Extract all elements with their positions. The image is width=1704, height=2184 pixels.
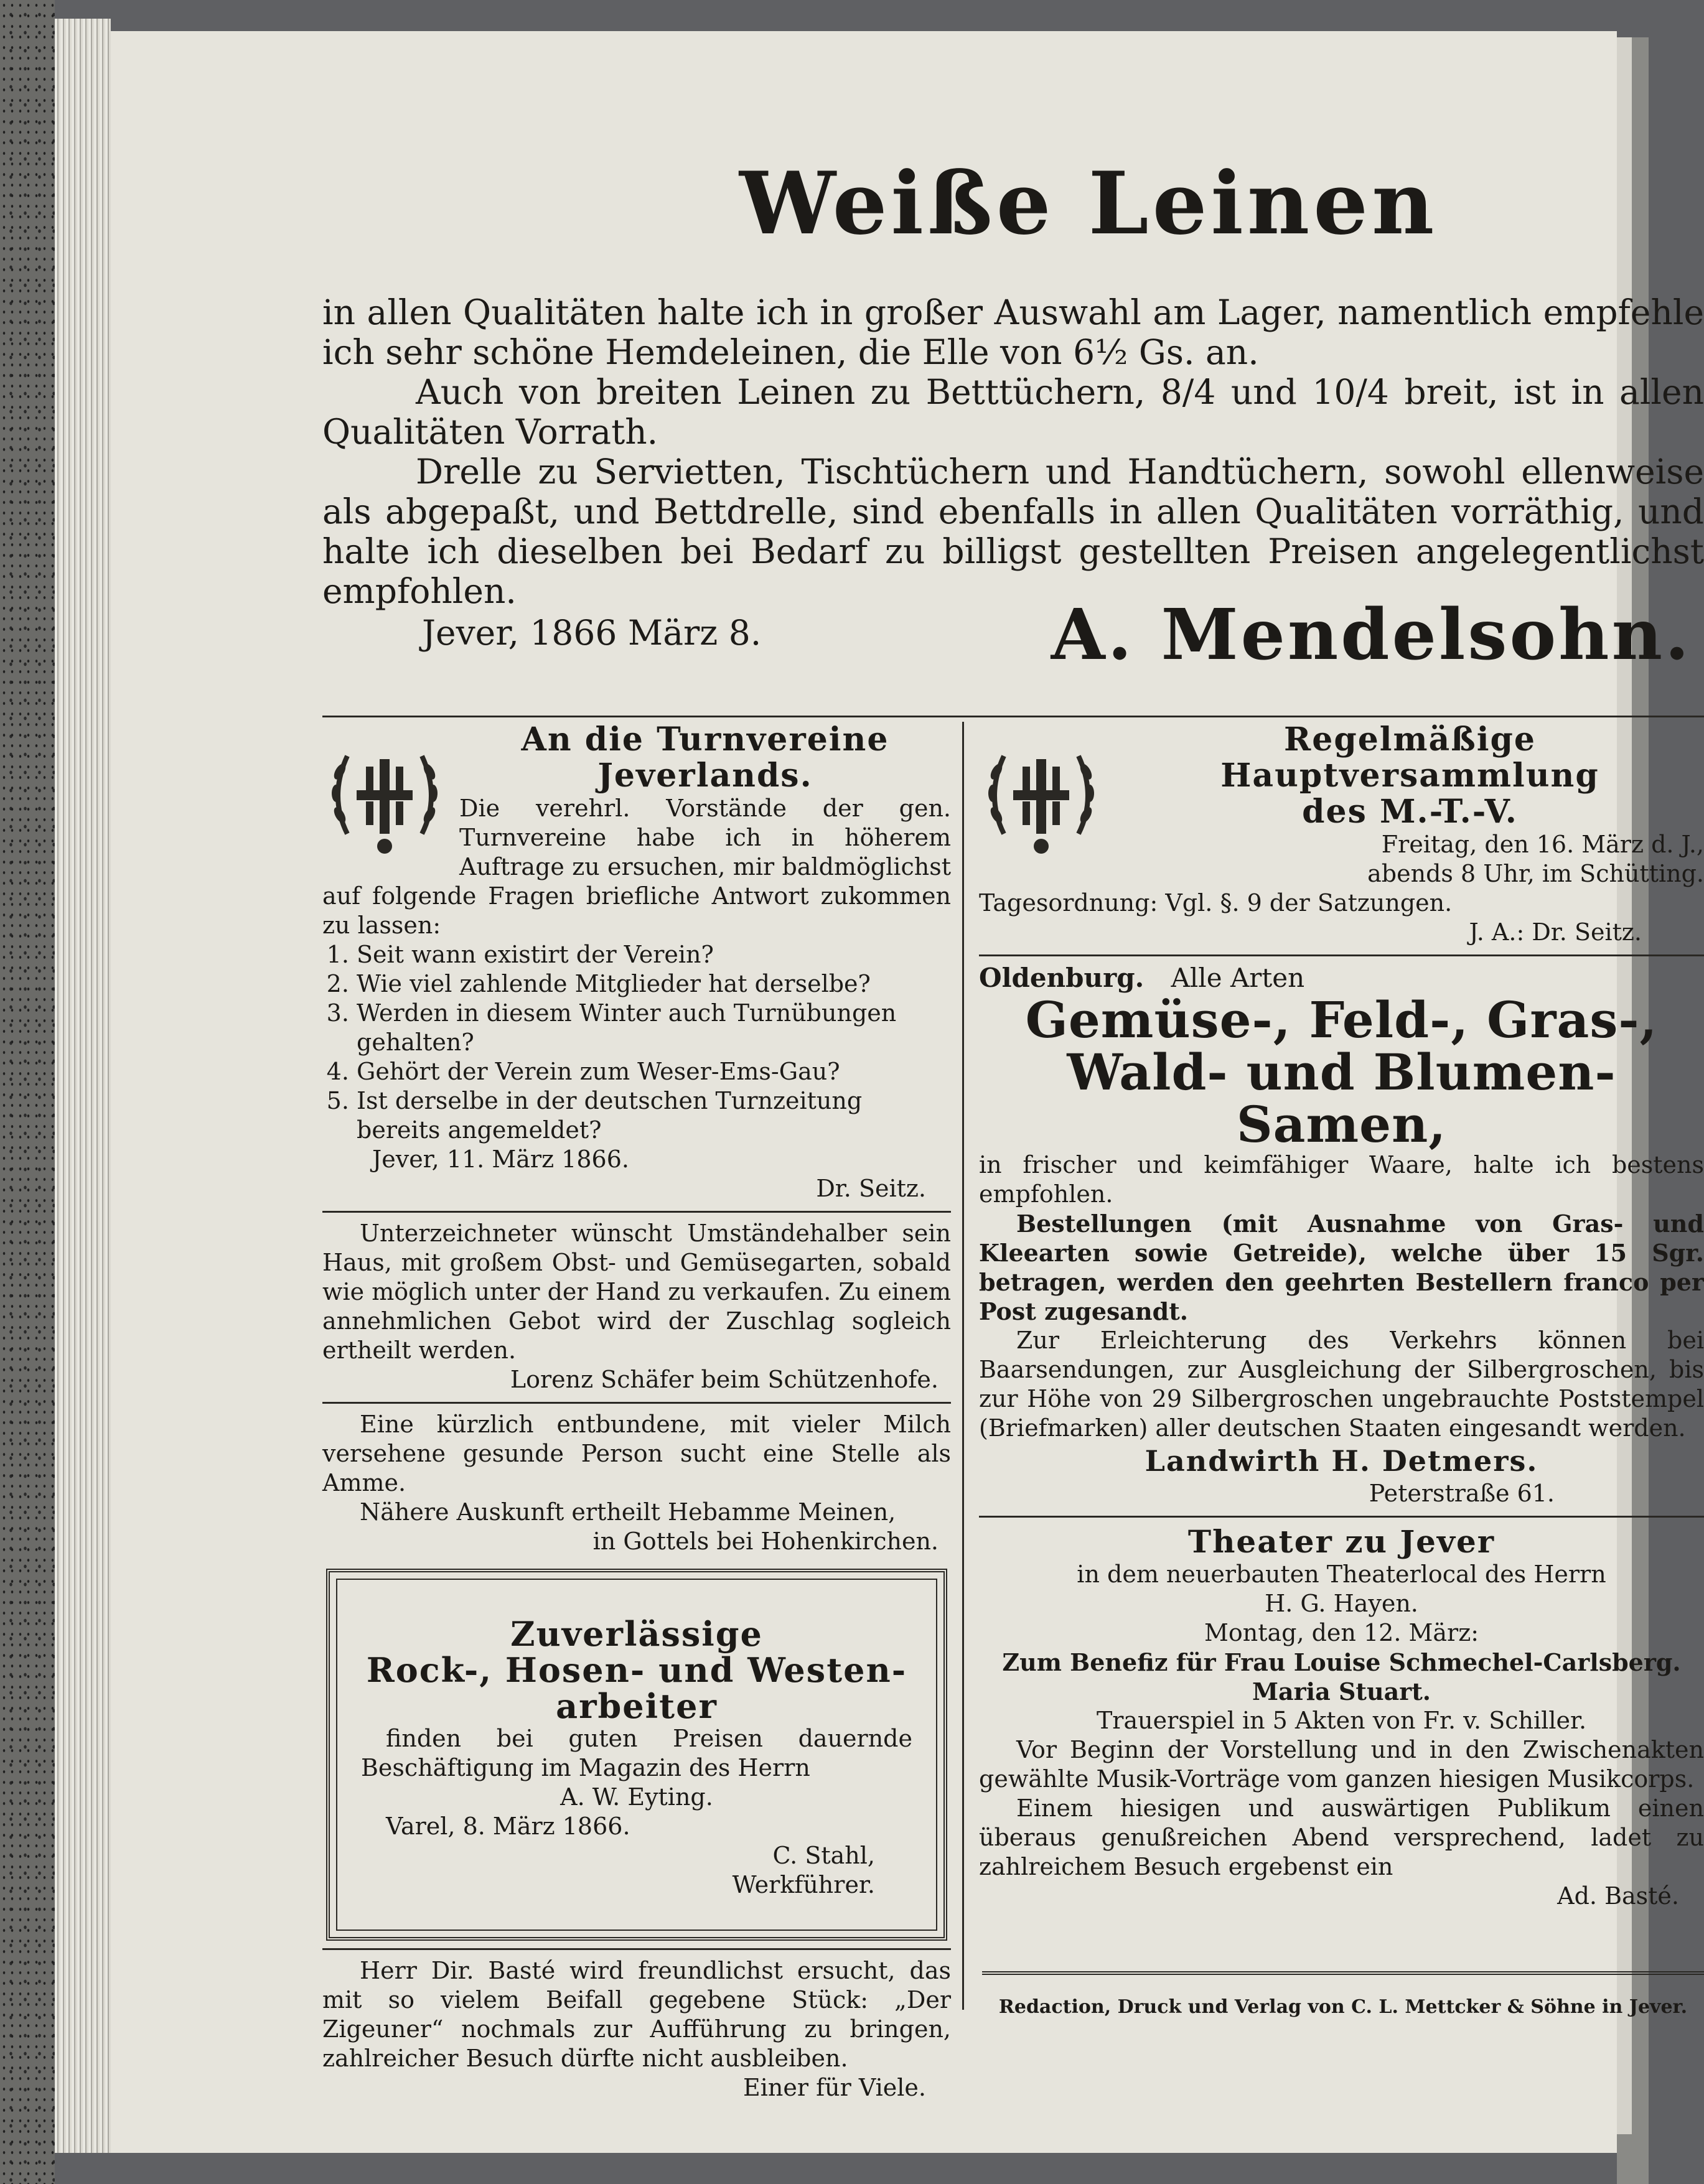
arbeiter-signature-2: Werkführer. (732, 1871, 875, 1898)
versammlung-heading-2: Hauptversammlung (1220, 757, 1599, 795)
colophon-rule (982, 1971, 1704, 1975)
samen-heading-1: Gemüse-, Feld-, Gras-, (1025, 991, 1658, 1049)
amme-info-1: Nähere Auskunft ertheilt Hebamme Meinen, (360, 1498, 896, 1526)
question-item: 4. Gehört der Verein zum Weser-Ems-Gau? (357, 1057, 951, 1086)
ad-separator (979, 1516, 1704, 1518)
theater-line-2: H. G. Hayen. (1265, 1590, 1418, 1617)
arbeiter-heading-1: Zuverlässige (510, 1614, 763, 1654)
theater-heading: Theater zu Jever (1187, 1523, 1496, 1560)
question-item: 2. Wie viel zahlende Mitglieder hat derselbe? (357, 969, 951, 999)
theater-line-4: Zum Benefiz für Frau Louise Schmechel-Carlsberg. (1002, 1648, 1681, 1676)
turner-cross-emblem-icon (979, 728, 1103, 871)
versammlung-heading-3: des M.-T.-V. (1302, 793, 1518, 831)
haus-text: Unterzeichneter wünscht Umständehalber sein Haus, mit großem Obst- und Gemüsegarten, sobald wie möglich unter der Hand zu verkaufen. Zu einem annehmlichen Gebot wird der Zuschlag sogleich ertheilt werden. (322, 1220, 951, 1364)
samen-heading-2: Wald- und Blumen- (1067, 1043, 1616, 1101)
newspaper-page (111, 31, 1704, 2153)
versammlung-signature: J. A.: Dr. Seitz. (1469, 918, 1642, 946)
section-divider (322, 716, 1704, 717)
ad-hauptversammlung (979, 722, 1704, 947)
arbeiter-signature-1: C. Stahl, (772, 1842, 875, 1869)
ad-separator (979, 954, 1704, 956)
versammlung-agenda: Tagesordnung: Vgl. §. 9 der Satzungen. (979, 889, 1453, 917)
ad-haus-verkauf (322, 1219, 951, 1394)
ad-turnvereine (322, 722, 951, 1203)
ad-leinen-date: Jever, 1866 März 8. (422, 613, 762, 653)
theater-line-1: in dem neuerbauten Theaterlocal des Herrn (1077, 1561, 1606, 1588)
samen-text-1: in frischer und keimfähiger Waare, halte ich bestens empfohlen. (979, 1151, 1704, 1208)
theater-text-1: Vor Beginn der Vorstellung und in den Zwischenakten gewählte Musik-Vorträge vom ganzen hiesigen Musikcorps. (979, 1736, 1704, 1793)
amme-info-2: in Gottels bei Hohenkirchen. (592, 1528, 939, 1555)
samen-intro-row (979, 963, 1704, 994)
arbeiter-heading-3: arbeiter (556, 1686, 718, 1726)
theater-line-3: Montag, den 12. März: (1204, 1619, 1479, 1646)
versammlung-heading-1: Regelmäßige (1284, 721, 1536, 758)
ad-leinen-line-3: Drelle zu Servietten, Tischtüchern und Handtüchern, sowohl ellenweise als abgepaßt, und Bettdrelle, sind ebenfalls in allen Qualitäten vorräthig, und halte ich dieselben bei Bedarf zu billigst gestellten Preisen angelegentlichst empfohlen. (322, 452, 1704, 611)
samen-sub: Alle Arten (1171, 963, 1305, 993)
ad-separator (322, 1211, 951, 1213)
scan-background-left (0, 0, 55, 2184)
ad-zigeuner (322, 1956, 951, 2102)
samen-heading-3: Samen, (1236, 1095, 1447, 1154)
samen-place: Oldenburg. (979, 963, 1145, 993)
arbeiter-date: Varel, 8. März 1866. (386, 1813, 630, 1840)
arbeiter-heading-2: Rock-, Hosen- und Westen- (366, 1650, 907, 1690)
ad-leinen-line-2: Auch von breiten Leinen zu Betttüchern, 8/4 und 10/4 breit, ist in allen Qualitäten Vorrath. (322, 372, 1704, 452)
ad-separator (322, 1402, 951, 1404)
turner-cross-emblem-icon (322, 728, 447, 871)
versammlung-date-1: Freitag, den 16. März d. J., (1381, 831, 1704, 858)
zigeuner-text: Herr Dir. Basté wird freundlichst ersucht, das mit so vielem Beifall gegebene Stück: „Der Zigeuner“ nochmals zur Aufführung zu bringen, zahlreicher Besuch dürfte nicht ausbleiben. (322, 1957, 951, 2072)
ad-title-weisse-leinen: Weiße Leinen (739, 152, 1438, 254)
theater-line-6: Trauerspiel in 5 Akten von Fr. v. Schiller. (1096, 1707, 1587, 1734)
arbeiter-text: finden bei guten Preisen dauernde Beschäftigung im Magazin des Herrn (361, 1725, 912, 1781)
ad-theater (979, 1524, 1704, 1911)
ad-leinen-text (322, 292, 1704, 611)
ad-leinen-merchant: A. Mendelsohn. (1051, 594, 1692, 676)
haus-signature: Lorenz Schäfer beim Schützenhofe. (510, 1366, 939, 1393)
ad-separator (322, 1948, 951, 1950)
book-page-edges (55, 19, 111, 2153)
column-divider (962, 722, 964, 2010)
turnvereine-date: Jever, 11. März 1866. (372, 1146, 629, 1173)
ad-amme (322, 1410, 951, 1556)
page-content (316, 31, 1704, 2153)
samen-text-2: Bestellungen (mit Ausnahme von Gras- und Kleearten sowie Getreide), welche über 15 Sgr. betragen, werden den geehrten Bestellern franco per Post zugesandt. (979, 1210, 1704, 1325)
turnvereine-signature: Dr. Seitz. (816, 1175, 926, 1202)
ad-arbeiter-frame (326, 1569, 947, 1941)
versammlung-date-2: abends 8 Uhr, im Schütting. (1367, 860, 1704, 887)
amme-text: Eine kürzlich entbundene, mit vieler Milch versehene gesunde Person sucht eine Stelle als Amme. (322, 1411, 951, 1496)
arbeiter-merchant: A. W. Eyting. (560, 1783, 713, 1811)
theater-signature: Ad. Basté. (1557, 1882, 1679, 1910)
ad-samen (979, 963, 1704, 1508)
left-column (322, 722, 951, 2102)
question-item: 5. Ist derselbe in der deutschen Turnzeitung bereits angemeldet? (357, 1086, 951, 1145)
right-column (979, 722, 1704, 1911)
samen-address: Peterstraße 61. (1369, 1480, 1555, 1507)
ad-leinen-line-1: in allen Qualitäten halte ich in großer Auswahl am Lager, namentlich empfehle ich sehr schöne Hemdeleinen, die Elle von 6½ Gs. an. (322, 292, 1704, 372)
question-item: 3. Werden in diesem Winter auch Turnübungen gehalten? (357, 999, 951, 1057)
turnvereine-text: Die verehrl. Vorstände der gen. Turnvereine habe ich in höherem Auftrage zu ersuchen, mir baldmöglichst auf folgende Fragen briefliche Antwort zukommen zu lassen: (322, 795, 951, 939)
turnvereine-questions (322, 940, 951, 1145)
turnvereine-heading-1: An die Turnvereine (521, 721, 889, 758)
samen-text-3: Zur Erleichterung des Verkehrs können bei Baarsendungen, zur Ausgleichung der Silbergroschen, bis zur Höhe von 29 Silbergroschen ungebrauchte Poststempel (Briefmarken) aller deutschen Staaten eingesandt werden. (979, 1327, 1704, 1442)
colophon: Redaction, Druck und Verlag von C. L. Mettcker & Söhne in Jever. (998, 1996, 1688, 2018)
theater-line-5: Maria Stuart. (1252, 1678, 1431, 1706)
samen-signature: Landwirth H. Detmers. (1145, 1444, 1538, 1478)
question-item: 1. Seit wann existirt der Verein? (357, 940, 951, 969)
ad-leinen-signature-row (322, 594, 1704, 700)
turnvereine-heading-2: Jeverlands. (597, 757, 813, 795)
theater-text-2: Einem hiesigen und auswärtigen Publikum einen überaus genußreichen Abend versprechend, ladet zu zahlreichem Besuch ergebenst ein (979, 1794, 1704, 1880)
zigeuner-signature: Einer für Viele. (742, 2074, 926, 2101)
